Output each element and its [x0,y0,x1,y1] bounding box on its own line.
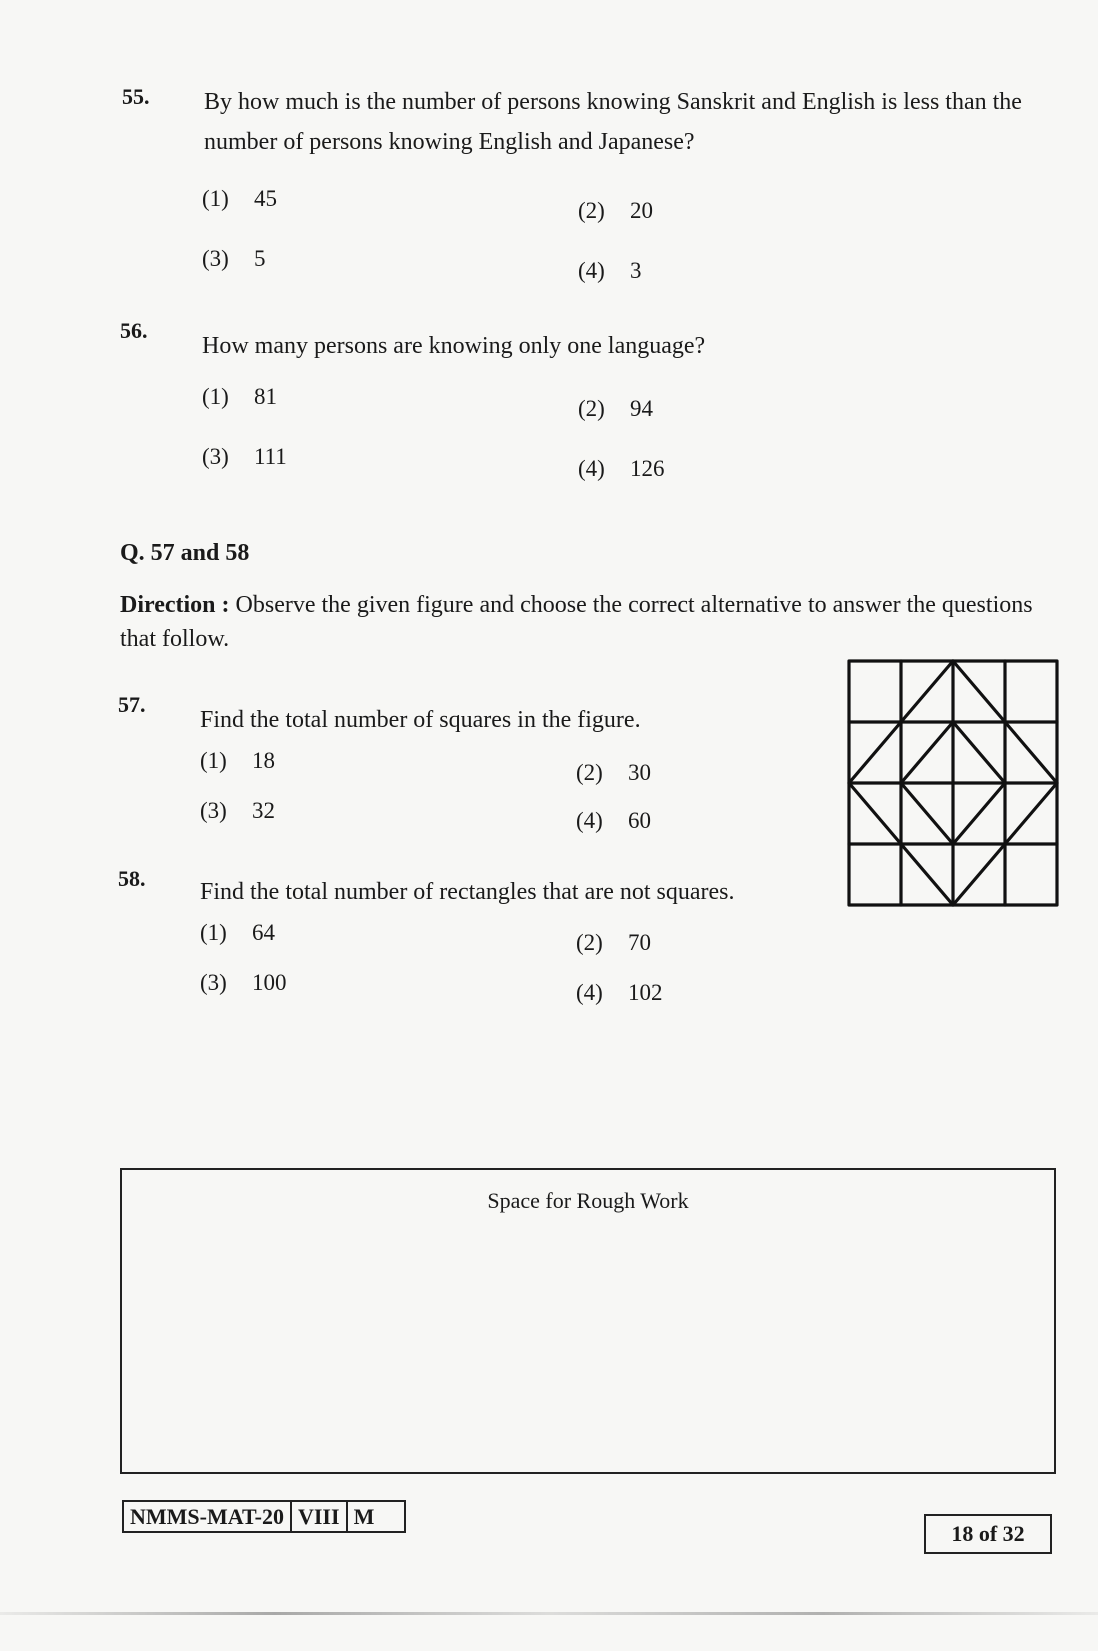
paper-class: VIII [292,1502,348,1531]
q56-option-2[interactable]: (2) 94 [578,396,653,421]
grid-figure [846,658,1060,910]
direction-paragraph [120,588,1070,656]
q56-option-3[interactable]: (3) 111 [202,444,287,469]
q55-option-1[interactable]: (1) 45 [202,186,277,211]
question-56-number: 56. [120,318,148,343]
direction-label: Direction : [120,592,230,618]
q56-option-1[interactable]: (1) 81 [202,384,277,409]
q55-option-2[interactable]: (2) 20 [578,198,653,223]
paper-code-box [122,1500,406,1533]
q58-option-4[interactable]: (4) 102 [576,980,663,1005]
q57-option-3[interactable]: (3) 32 [200,798,275,823]
q57-option-4[interactable]: (4) 60 [576,808,651,833]
rough-work-box [120,1168,1056,1474]
question-58-number: 58. [118,866,146,891]
question-56-text: How many persons are knowing only one language? [202,333,706,359]
direction-text: Observe the given figure and choose the correct alternative to answer the questions that follow. [120,592,1033,652]
question-58-text: Find the total number of rectangles that are not squares. [200,879,735,905]
scan-edge-line [0,1612,1098,1615]
q55-option-3[interactable]: (3) 5 [202,246,266,271]
question-55-text: By how much is the number of persons knowing Sanskrit and English is less than the number of persons knowing English and Japanese? [204,89,1022,155]
q58-option-3[interactable]: (3) 100 [200,970,287,995]
q58-option-2[interactable]: (2) 70 [576,930,651,955]
q55-option-4[interactable]: (4) 3 [578,258,642,283]
q56-option-4[interactable]: (4) 126 [578,456,665,481]
page-number-box: 18 of 32 [924,1514,1052,1554]
section-heading: Q. 57 and 58 [120,540,250,566]
question-55-number: 55. [122,84,150,109]
q57-option-2[interactable]: (2) 30 [576,760,651,785]
question-57-text: Find the total number of squares in the figure. [200,707,641,733]
question-57-number: 57. [118,692,146,717]
q58-option-1[interactable]: (1) 64 [200,920,275,945]
rough-work-title: Space for Rough Work [487,1188,689,1213]
q57-option-1[interactable]: (1) 18 [200,748,275,773]
paper-medium: M [353,1504,375,1529]
paper-code: NMMS-MAT-20 [124,1502,292,1531]
